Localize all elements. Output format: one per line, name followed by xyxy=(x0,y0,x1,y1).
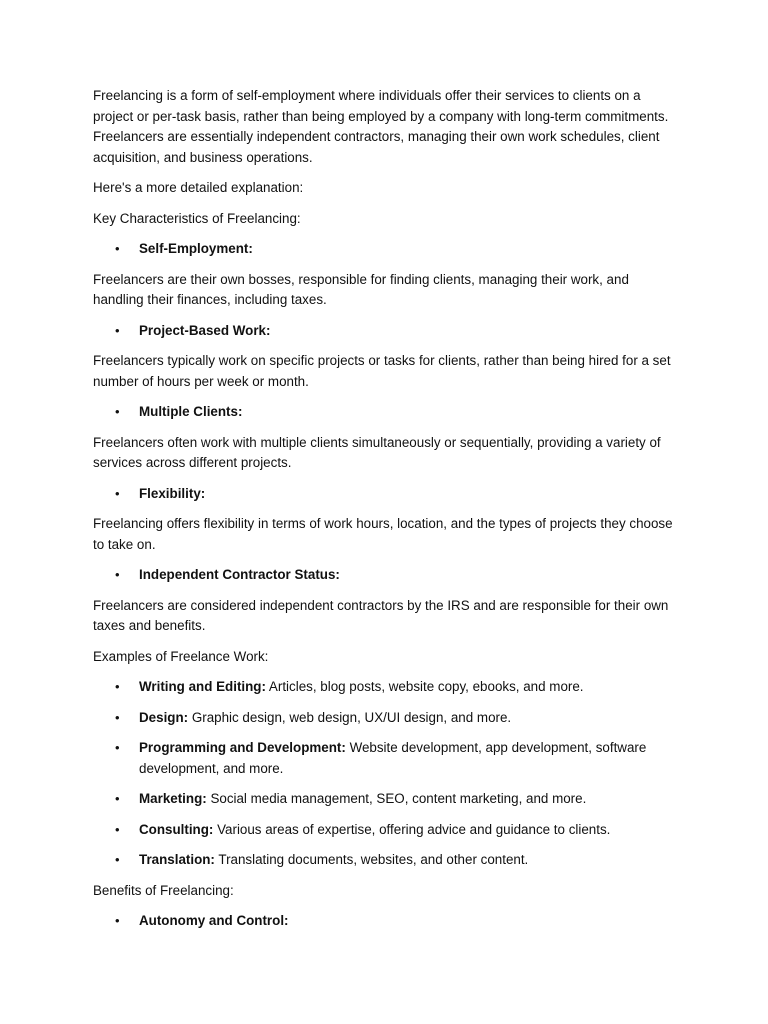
examples-list xyxy=(93,677,674,871)
bullet-icon: • xyxy=(115,791,120,806)
bullet-title: Translation: xyxy=(139,852,215,867)
bullet-title: Design: xyxy=(139,709,189,725)
bullet-title: Multiple Clients: xyxy=(139,404,243,419)
bullet-icon: • xyxy=(115,322,120,338)
list-item xyxy=(93,484,674,505)
list-item xyxy=(93,789,674,810)
bullet-text: Various areas of expertise, offering advice and guidance to clients. xyxy=(213,821,611,837)
bullet-title: Marketing: xyxy=(139,791,207,806)
bullet-list xyxy=(93,321,674,342)
bullet-text: Translating documents, websites, and other content. xyxy=(214,852,529,867)
bullet-title: Autonomy and Control: xyxy=(139,913,289,928)
list-item xyxy=(93,239,674,260)
bullet-description: Freelancers typically work on specific projects or tasks for clients, rather than being hired for a set number of hours per week or month. xyxy=(93,353,671,389)
bullet-icon: • xyxy=(115,567,120,582)
examples-heading: Examples of Freelance Work: xyxy=(93,648,269,664)
bullet-icon: • xyxy=(115,821,120,837)
bullet-icon: • xyxy=(115,852,120,867)
bullet-icon: • xyxy=(115,404,120,419)
bullet-list xyxy=(93,402,674,423)
bullet-description: Freelancers are their own bosses, responsible for finding clients, managing their work, and handling their finances, including taxes. xyxy=(93,271,629,307)
bullet-icon: • xyxy=(115,485,120,501)
benefits-list xyxy=(93,911,674,932)
benefits-heading: Benefits of Freelancing: xyxy=(93,882,234,898)
bullet-list xyxy=(93,565,674,586)
list-item xyxy=(93,850,674,871)
bullet-text: Social media management, SEO, content marketing, and more. xyxy=(206,791,587,806)
bullet-title: Project-Based Work: xyxy=(139,322,271,338)
bullet-title: Independent Contractor Status: xyxy=(139,567,340,582)
bullet-title: Programming and Development: xyxy=(139,740,346,755)
bullet-description: Freelancing offers flexibility in terms of work hours, location, and the types of projects they choose to take on. xyxy=(93,516,673,552)
bullet-text: Website development, app development, software development, and more. xyxy=(139,740,647,776)
list-item xyxy=(93,708,674,729)
list-item xyxy=(93,677,674,698)
bullet-list xyxy=(93,239,674,260)
bullet-title: Consulting: xyxy=(139,821,214,837)
list-item xyxy=(93,565,674,586)
bullet-list xyxy=(93,484,674,505)
list-item xyxy=(93,321,674,342)
list-item xyxy=(93,820,674,841)
intro-paragraph: Freelancing is a form of self-employment where individuals offer their services to clients on a project or per-task basis, rather than being employed by a company with long-term commitments. Freelancers are essentially independent contractors, managing their own work schedules, client acquisition, and business operations. xyxy=(93,88,669,165)
bullet-description: Freelancers are considered independent contractors by the IRS and are responsible for their own taxes and benefits. xyxy=(93,597,669,633)
list-item xyxy=(93,911,674,932)
characteristics-heading: Key Characteristics of Freelancing: xyxy=(93,210,301,226)
bullet-icon: • xyxy=(115,679,120,694)
bullet-description: Freelancers often work with multiple clients simultaneously or sequentially, providing a variety of services across different projects. xyxy=(93,434,661,470)
bullet-title: Writing and Editing: xyxy=(139,679,266,694)
bullet-title: Flexibility: xyxy=(139,485,206,501)
list-item xyxy=(93,402,674,423)
bullet-icon: • xyxy=(115,241,120,256)
bullet-icon: • xyxy=(115,913,120,928)
lead-in-text: Here's a more detailed explanation: xyxy=(93,180,304,195)
bullet-text: Graphic design, web design, UX/UI design, and more. xyxy=(188,709,512,725)
bullet-icon: • xyxy=(115,740,120,755)
bullet-icon: • xyxy=(115,709,120,725)
list-item xyxy=(93,738,674,779)
bullet-title: Self-Employment: xyxy=(139,241,253,256)
bullet-text: Articles, blog posts, website copy, ebooks, and more. xyxy=(265,679,584,694)
